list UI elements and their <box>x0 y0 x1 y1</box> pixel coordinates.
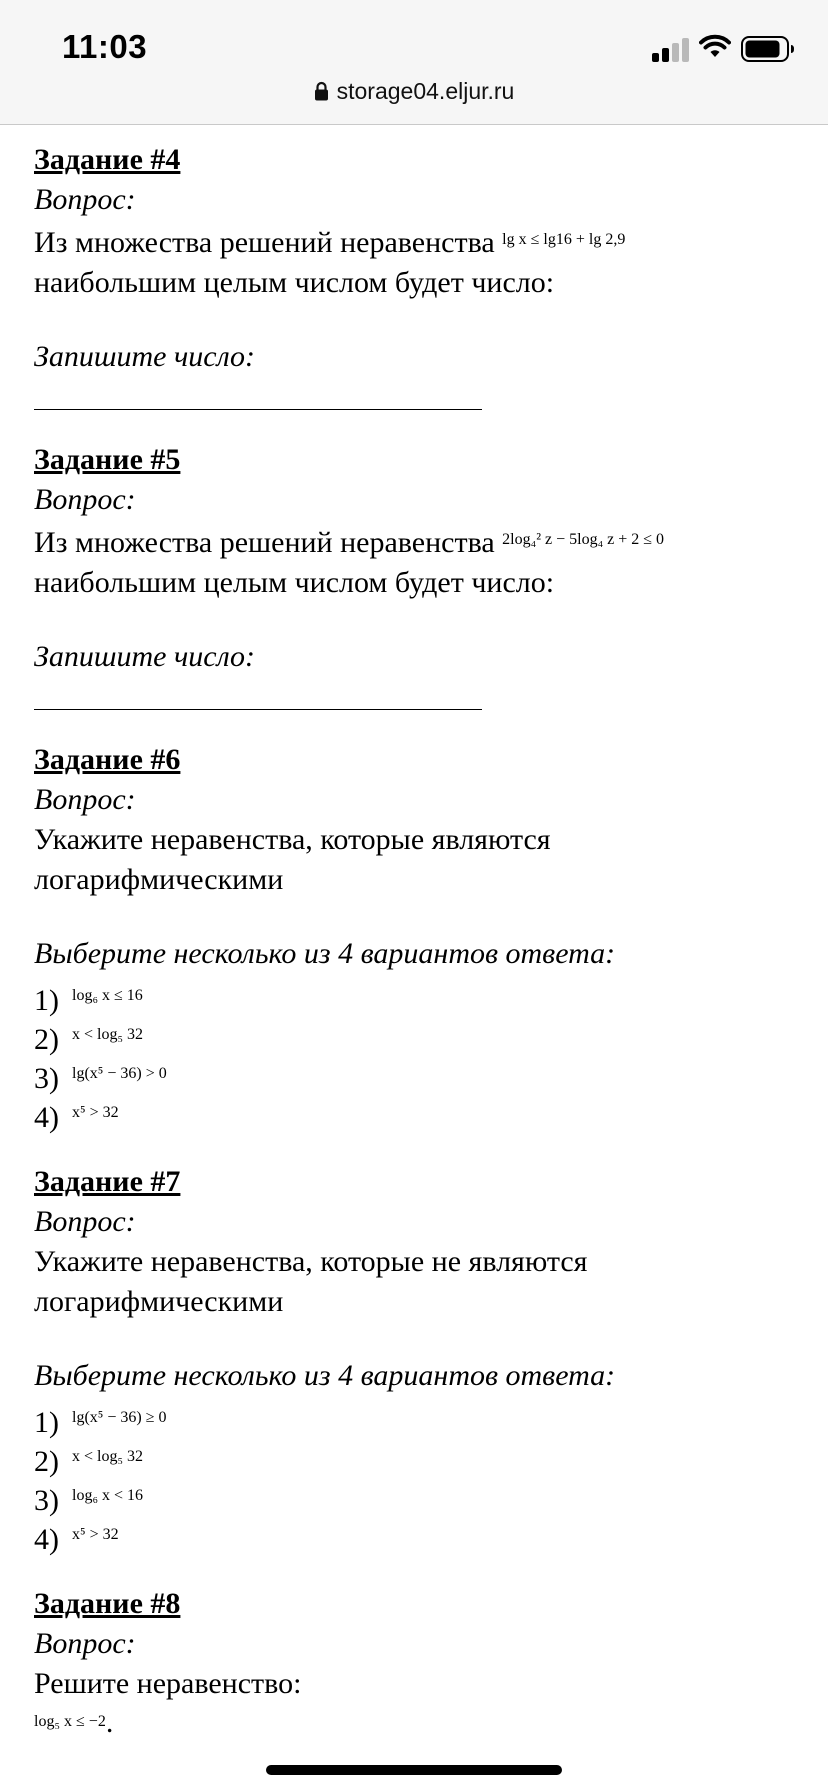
question-formula: 2log₄² z − 5log₄ z + 2 ≤ 0 <box>502 531 665 548</box>
option-number: 1) <box>34 984 59 1017</box>
option-formula: log₆ x < 16 <box>72 1487 144 1504</box>
question-text: Укажите неравенства, которые не являются логарифмическими <box>34 1245 588 1318</box>
question-text-end: наибольшим целым числом будет число: <box>34 266 555 299</box>
answer-instruction: Выберите несколько из 4 вариантов ответа: <box>34 937 616 970</box>
task-title: Задание #6 <box>34 743 181 776</box>
answer-option[interactable] <box>34 1054 814 1093</box>
question-text-end: наибольшим целым числом будет число: <box>34 566 555 599</box>
answer-line[interactable] <box>34 695 482 710</box>
address-bar[interactable] <box>0 78 828 105</box>
question-text <box>34 220 814 303</box>
question-formula: log₅ x ≤ −2 <box>34 1713 106 1730</box>
question-label: Вопрос: <box>34 783 136 816</box>
answer-instruction: Выберите несколько из 4 вариантов ответа: <box>34 1359 616 1392</box>
task-title: Задание #8 <box>34 1587 181 1620</box>
question-label: Вопрос: <box>34 483 136 516</box>
question-label: Вопрос: <box>34 1627 136 1660</box>
option-formula: x⁵ > 32 <box>72 1104 119 1121</box>
answer-instruction: Запишите число: <box>34 340 256 373</box>
battery-icon <box>741 36 795 62</box>
task-title: Задание #4 <box>34 143 181 176</box>
task-title: Задание #7 <box>34 1165 181 1198</box>
answer-option[interactable] <box>34 1015 814 1054</box>
option-number: 1) <box>34 1406 59 1439</box>
status-time: 11:03 <box>62 28 148 65</box>
answer-option[interactable] <box>34 1476 814 1515</box>
task-8 <box>34 1584 814 1743</box>
question-formula-line <box>34 1702 814 1743</box>
question-label: Вопрос: <box>34 183 136 216</box>
url-text: storage04.eljur.ru <box>336 78 515 104</box>
task-4 <box>34 140 814 410</box>
question-label: Вопрос: <box>34 1205 136 1238</box>
question-text <box>34 520 814 603</box>
wifi-icon <box>699 33 731 59</box>
question-text-start: Из множества решений неравенства <box>34 526 503 559</box>
lock-icon <box>314 81 329 101</box>
question-text: Решите неравенство: <box>34 1667 302 1700</box>
answer-option[interactable] <box>34 1398 814 1437</box>
task-7 <box>34 1162 814 1554</box>
cellular-signal-icon <box>652 36 690 62</box>
answer-option[interactable] <box>34 976 814 1015</box>
answer-options <box>34 1398 814 1554</box>
task-title: Задание #5 <box>34 443 181 476</box>
option-number: 4) <box>34 1101 59 1134</box>
formula-suffix: . <box>105 1706 114 1739</box>
home-indicator[interactable] <box>266 1765 562 1775</box>
answer-instruction: Запишите число: <box>34 640 256 673</box>
answer-option[interactable] <box>34 1093 814 1132</box>
task-5 <box>34 440 814 710</box>
option-formula: lg(x⁵ − 36) ≥ 0 <box>72 1409 167 1426</box>
task-6 <box>34 740 814 1132</box>
question-text-start: Из множества решений неравенства <box>34 226 503 259</box>
option-number: 3) <box>34 1062 59 1095</box>
option-number: 2) <box>34 1023 59 1056</box>
option-formula: x < log₅ 32 <box>72 1026 144 1043</box>
option-formula: x⁵ > 32 <box>72 1526 119 1543</box>
question-formula: lg x ≤ lg16 + lg 2,9 <box>502 231 626 248</box>
answer-option[interactable] <box>34 1437 814 1476</box>
question-text: Укажите неравенства, которые являются логарифмическими <box>34 823 551 896</box>
page-content <box>34 140 814 1773</box>
option-number: 2) <box>34 1445 59 1478</box>
answer-option[interactable] <box>34 1515 814 1554</box>
answer-line[interactable] <box>34 395 482 410</box>
option-formula: log₆ x ≤ 16 <box>72 987 143 1004</box>
option-number: 3) <box>34 1484 59 1517</box>
option-formula: x < log₅ 32 <box>72 1448 144 1465</box>
answer-options <box>34 976 814 1132</box>
option-formula: lg(x⁵ − 36) > 0 <box>72 1065 167 1082</box>
browser-chrome <box>0 0 828 125</box>
option-number: 4) <box>34 1523 59 1556</box>
